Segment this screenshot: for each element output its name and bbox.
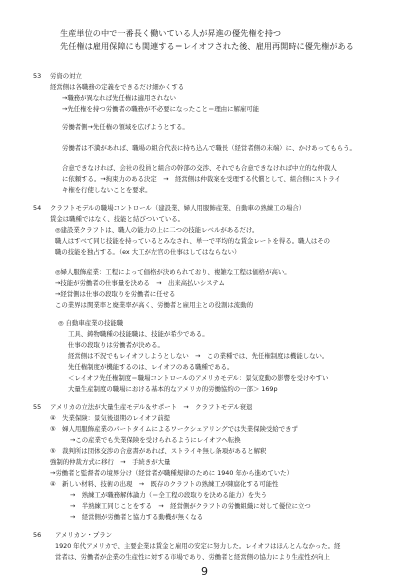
body-line: ◎ 自動車産業の技能職 [58, 319, 124, 327]
intro-line-2: 先任権は雇用保障にも関連する＝レイオフされた後、雇用再開時に優先権がある [60, 41, 354, 51]
body-line: この業界は関業率と廃業率が高く、労働者と雇用主との役割は流動的 [55, 301, 253, 309]
body-line: 労働者は不満があれば、職場の組合代表に持ち込んで職長（経営者側の末端）に、かけあってもらう。 [62, 144, 356, 152]
body-line: 労働者側→先任権の領域を広げようとする。 [62, 123, 189, 131]
body-line: 職人はすべて同じ技能を持っているとみなされ、単一で平均的な賃金レートを得る。職人はその [55, 237, 331, 245]
body-line: ◎建設業クラフトは、職人の能力の上に二つの技能レベルがあるだけ。 [55, 226, 259, 234]
body-line: キ権を行使しないことを要求。 [62, 186, 152, 194]
body-line: →経営側は仕事の段取りを労働者に任せる [55, 290, 176, 298]
body-line: →技能が労働者の仕事量を決める → 出来高払いシステム [55, 279, 225, 287]
section-number: 55 [33, 403, 42, 411]
section-number: 53 [33, 72, 42, 80]
body-line: ⑤ 婦人用服飾産業のパートタイムによるワークシェアリングでは失業保険受給できず [50, 425, 298, 433]
section-title: クラフトモデルの職場コントロール（建設業、婦人用服飾産業、自動車の熟練工の場合） [50, 204, 306, 212]
body-line: 先任権制度が機能するのは、レイオフのある職種である。 [68, 363, 234, 371]
section-title: アメリカン・プラン [55, 531, 113, 539]
body-line: 大量生産制度の職場における基本的なアメリカ的労働協約の一部＞ 169p [68, 385, 278, 393]
body-line: →職務が異なれば先任権は適用されない [62, 94, 176, 102]
body-line: 職の技能を独占する。（ex 大工が左官の仕事はしてはならない） [55, 248, 241, 256]
body-line: 経営側は各職務の定義をできるだけ細かくする [50, 83, 185, 91]
body-line: 強制的仲裁方式に移行 → 手続きが大量 [50, 458, 171, 466]
body-line: → 熟練工が職務解体論力（＝全工程の段取りを決める能力）を失う [70, 491, 268, 499]
body-line: 工具、鋳物職種の技能職は、技能が希少である。 [68, 330, 209, 338]
body-line: →先任権を持つ労働者の職務が不必要になったこと＝理由に解雇可能 [62, 105, 260, 113]
section-title: アメリカの立法が大量生産モデル＆サポート → クラフトモデル衰退 [50, 403, 253, 411]
section-title: 労資の対立 [50, 72, 82, 80]
body-line: →労働者と監督者の境界分け（経営者が職種規律のために 1940 年から進めていた） [50, 469, 293, 477]
body-line: 経営側は不況でもレイオフしようとしない → この業種では、先任権制度は機能しない。 [68, 352, 329, 360]
body-line: 1920 年代アメリカで、主要企業は賃金と雇用の安定に努力した。レイオフはほんとんなかった。経 [55, 542, 341, 550]
body-line: 合意できなければ、会社の役員と組合の幹部の交渉、それでも合意できなければ中立的な仲裁人 [62, 164, 337, 172]
body-line: に依頼する。→拘束力のある決定 → 経営側は仲裁案を受理する代償として、組合側にストライ [62, 175, 341, 183]
body-line: ＜レイオフ先任権制度＝職場コントロールのアメリカモデル：景気変動の影響を受けやすい [68, 374, 329, 382]
body-line: ④ 新しい材料、技術の出現 → 既存のクラフトの熟練工が陳腐化する可能性 [50, 480, 279, 488]
body-line: 賃金は職種ではなく、技能と結びついている。 [50, 215, 185, 223]
body-line: →この産業でも失業保険を受けられるようにレイオフへ転換 [70, 436, 241, 444]
body-line: → 半熟練工同じことをする → 経営側がクラフトの労働組織に対して優位に立つ [70, 502, 311, 510]
body-line: ◎婦人服飾産業：工程によって価格が決められており、複雑な工程は価格が高い。 [55, 268, 291, 276]
body-line: ⑤ 裁判所は団体交渉の合意書があれば、ストライキ無し条項があると解釈 [50, 447, 267, 455]
section-number: 54 [33, 204, 42, 212]
page-number: 9 [201, 565, 208, 578]
body-line: → 経営側が労働者と協力する動機が無くなる [70, 513, 204, 521]
intro-line-1: 生産単位の中で一番長く働いている人が昇進の優先権を持つ [60, 28, 282, 38]
section-number: 56 [33, 531, 42, 539]
body-line: 仕事の段取りは労働者が決める。 [68, 341, 164, 349]
body-line: 営者は、労働者が企業の生産性に対する市場であり、労働者と経営側の協力により生産性が向上 [55, 553, 330, 561]
body-line: ④ 失業保険：景気後退期のレイオフ前提 [50, 414, 171, 422]
